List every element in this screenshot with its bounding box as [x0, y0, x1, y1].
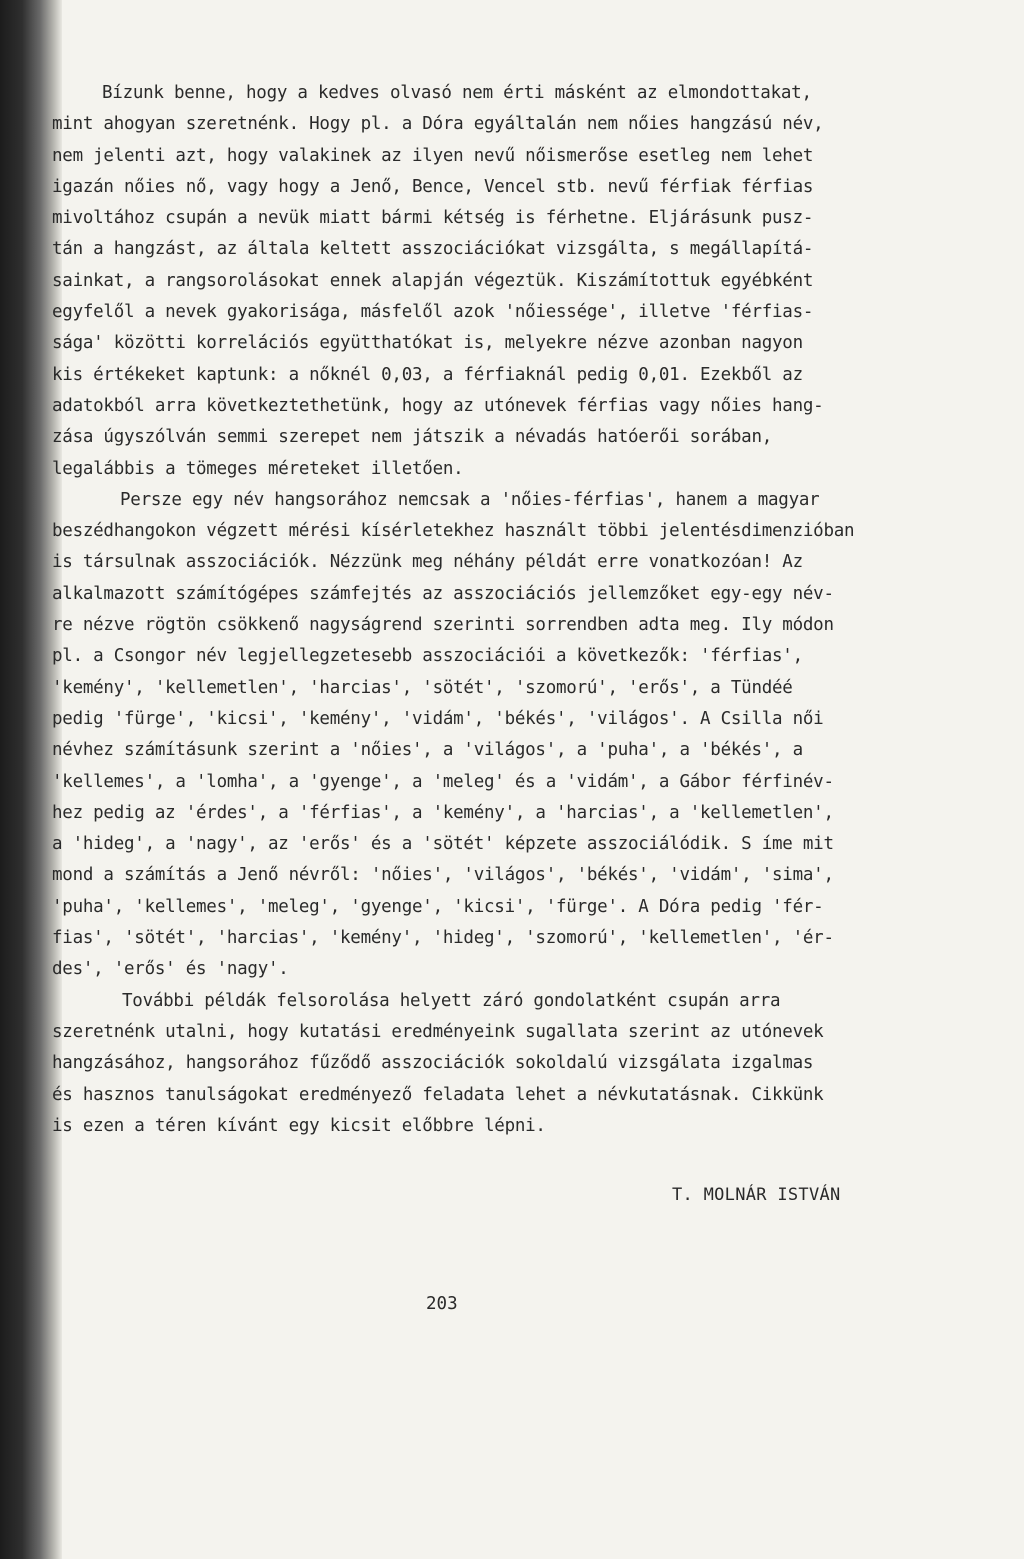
- text-line: pl. a Csongor név legjellegzetesebb asszociációi a következők: 'férfias',: [52, 646, 803, 667]
- text-line: egyfelől a nevek gyakorisága, másfelől azok 'nőiessége', illetve 'férfias-: [52, 302, 814, 323]
- text-line: További példák felsorolása helyett záró gondolatként csupán arra: [122, 990, 781, 1011]
- text-line: zása úgyszólván semmi szerepet nem játszik a névadás hatóerői sorában,: [52, 427, 773, 448]
- text-line: fias', 'sötét', 'harcias', 'kemény', 'hideg', 'szomorú', 'kellemetlen', 'ér-: [52, 928, 834, 949]
- text-line: névhez számításunk szerint a 'nőies', a 'világos', a 'puha', a 'békés', a: [52, 740, 803, 761]
- text-line: 'kellemes', a 'lomha', a 'gyenge', a 'meleg' és a 'vidám', a Gábor férfinév-: [52, 771, 834, 792]
- text-line: tán a hangzást, az általa keltett asszociációkat vizsgálta, s megállapítá-: [52, 239, 814, 260]
- text-line: mivoltához csupán a nevük miatt bármi kétség is férhetne. Eljárásunk pusz-: [52, 208, 814, 229]
- page-number: 203: [426, 1294, 458, 1314]
- text-line: pedig 'fürge', 'kicsi', 'kemény', 'vidám', 'békés', 'világos'. A Csilla női: [52, 708, 824, 729]
- text-line: mond a számítás a Jenő névről: 'nőies', 'világos', 'békés', 'vidám', 'sima',: [52, 865, 834, 886]
- text-line: hangzásához, hangsorához fűződő asszociációk sokoldalú vizsgálata izgalmas: [52, 1053, 814, 1074]
- text-line: is társulnak asszociációk. Nézzünk meg néhány példát erre vonatkozóan! Az: [52, 552, 803, 573]
- text-line: adatokból arra következtethetünk, hogy az utónevek férfias vagy nőies hang-: [52, 395, 824, 416]
- author-signature: T. MOLNÁR ISTVÁN: [672, 1185, 841, 1205]
- text-line: szeretnénk utalni, hogy kutatási eredményeink sugallata szerint az utónevek: [52, 1021, 824, 1042]
- text-line: Persze egy név hangsorához nemcsak a 'nőies-férfias', hanem a magyar: [120, 489, 820, 510]
- article-body: [52, 78, 892, 1142]
- text-line: és hasznos tanulságokat eredményező feladata lehet a névkutatásnak. Cikkünk: [52, 1084, 824, 1105]
- text-line: 'kemény', 'kellemetlen', 'harcias', 'sötét', 'szomorú', 'erős', a Tündéé: [52, 677, 793, 698]
- text-line: legalábbis a tömeges méreteket illetően.: [52, 458, 464, 479]
- text-line: hez pedig az 'érdes', a 'férfias', a 'kemény', a 'harcias', a 'kellemetlen',: [52, 802, 834, 823]
- text-line: nem jelenti azt, hogy valakinek az ilyen nevű nőismerőse esetleg nem lehet: [52, 145, 814, 166]
- text-line: igazán nőies nő, vagy hogy a Jenő, Bence, Vencel stb. nevű férfiak férfias: [52, 176, 814, 197]
- text-line: sága' közötti korrelációs együtthatókat is, melyekre nézve azonban nagyon: [52, 333, 803, 354]
- text-line: a 'hideg', a 'nagy', az 'erős' és a 'sötét' képzete asszociálódik. S íme mit: [52, 834, 834, 855]
- text-line: re nézve rögtön csökkenő nagyságrend szerinti sorrendben adta meg. Ily módon: [52, 615, 834, 636]
- text-line: 'puha', 'kellemes', 'meleg', 'gyenge', 'kicsi', 'fürge'. A Dóra pedig 'fér-: [52, 896, 824, 917]
- text-line: mint ahogyan szeretnénk. Hogy pl. a Dóra egyáltalán nem nőies hangzású név,: [52, 114, 824, 135]
- text-line: sainkat, a rangsorolásokat ennek alapján végeztük. Kiszámítottuk egyébként: [52, 270, 814, 291]
- text-line: Bízunk benne, hogy a kedves olvasó nem érti másként az elmondottakat,: [102, 83, 812, 103]
- text-line: is ezen a téren kívánt egy kicsit előbbre lépni.: [52, 1115, 546, 1136]
- text-line: alkalmazott számítógépes számfejtés az asszociációs jellemzőket egy-egy név-: [52, 583, 834, 604]
- text-line: beszédhangokon végzett mérési kísérletekhez használt többi jelentésdimenzióban: [52, 521, 855, 542]
- text-line: kis értékeket kaptunk: a nőknél 0,03, a férfiaknál pedig 0,01. Ezekből az: [52, 364, 803, 385]
- text-line: des', 'erős' és 'nagy'.: [52, 959, 289, 980]
